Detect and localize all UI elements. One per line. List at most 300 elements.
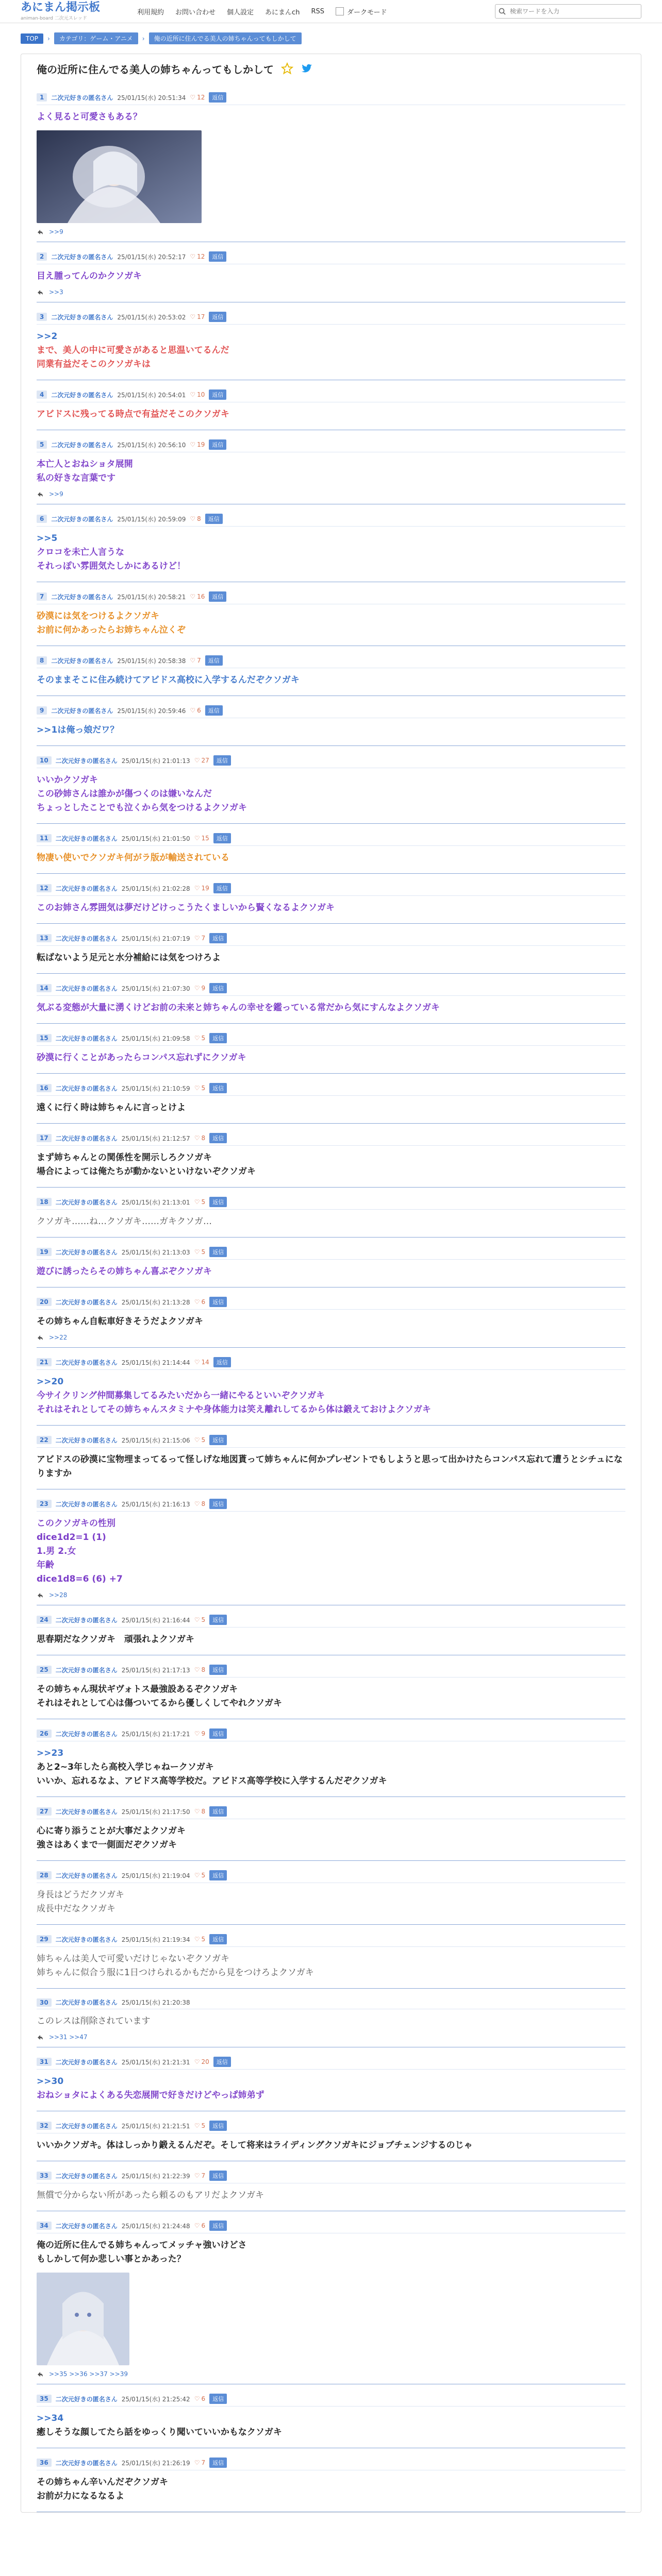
like-count-value: 6 [201, 1298, 206, 1306]
post-author: 二次元好きの匿名さん [51, 707, 113, 715]
heart-icon: ♡ [194, 1084, 200, 1092]
post [37, 2111, 625, 2161]
breadcrumb-separator: › [47, 35, 50, 42]
post-text-line: あと2~3年したら高校入学じゃねークソガキ [37, 1762, 214, 1772]
reply-button[interactable]: 返信 [209, 1728, 227, 1739]
like-count[interactable] [194, 1248, 205, 1256]
logo-title: あにまん掲示板 [21, 1, 101, 14]
post-date: 25/01/15(水) 21:12:57 [121, 1134, 190, 1142]
post-number[interactable]: 5 [37, 440, 47, 449]
breadcrumb [0, 23, 662, 44]
post [37, 1861, 625, 1925]
post-number[interactable]: 11 [37, 834, 52, 842]
post-text-line: 今サイクリング仲間募集してるみたいだから一緒にやるといいぞクソガキ [37, 1391, 325, 1401]
post [37, 874, 625, 924]
like-count[interactable] [194, 2122, 205, 2129]
reply-button[interactable]: 返信 [209, 1499, 227, 1509]
heart-icon: ♡ [194, 885, 200, 892]
post-author: 二次元好きの匿名さん [55, 885, 118, 892]
post-author: 二次元好きの匿名さん [55, 1500, 118, 1508]
reply-anchor-link[interactable]: >>30 [37, 2076, 64, 2087]
reply-button[interactable]: 返信 [209, 1615, 227, 1625]
reply-references [37, 2031, 625, 2042]
post-meta [37, 1243, 625, 1260]
reply-button[interactable]: 返信 [209, 1806, 227, 1817]
like-count-value: 17 [197, 313, 205, 320]
like-count[interactable] [190, 391, 205, 398]
post-date: 25/01/15(水) 21:19:04 [121, 1872, 190, 1879]
nav-terms[interactable]: 利用規約 [137, 8, 164, 16]
post-text-line: 私の好きな言葉です [37, 473, 115, 483]
reply-button[interactable]: 返信 [209, 933, 227, 943]
like-count[interactable] [194, 2172, 205, 2179]
post-body [37, 402, 625, 425]
post-text-line: よく見ると可愛さもある？ [37, 112, 142, 122]
reply-anchor-link[interactable]: >>5 [37, 533, 58, 544]
reply-button[interactable]: 返信 [209, 1033, 227, 1043]
post-meta [37, 1495, 625, 1512]
like-count[interactable] [190, 441, 205, 448]
post-body [37, 668, 625, 690]
post-author: 二次元好きの匿名さん [55, 1666, 118, 1674]
like-count[interactable] [194, 1084, 205, 1092]
post-number[interactable]: 6 [37, 515, 47, 523]
like-count[interactable] [190, 707, 201, 714]
heart-icon: ♡ [194, 1134, 200, 1142]
post-meta [37, 2053, 625, 2070]
post-meta [37, 1129, 625, 1146]
like-count-value: 8 [201, 1808, 206, 1815]
nav-animanch[interactable]: あにまんch [265, 8, 300, 16]
reply-button[interactable]: 返信 [209, 983, 227, 993]
post-number[interactable]: 24 [37, 1616, 52, 1624]
reply-button[interactable]: 返信 [213, 1357, 231, 1367]
reply-reference-links[interactable]: >>9 [49, 490, 63, 498]
like-count[interactable] [194, 1359, 209, 1366]
post-meta [37, 879, 625, 896]
like-count[interactable] [194, 885, 209, 892]
post [37, 1925, 625, 1989]
post-body [37, 1512, 625, 1589]
reply-button[interactable]: 返信 [209, 2221, 227, 2231]
post-author: 二次元好きの匿名さん [51, 391, 113, 399]
post-text-line: アビドスに残ってる時点で有益だそこのクソガキ [37, 409, 229, 419]
post-date: 25/01/15(水) 21:14:44 [121, 1359, 190, 1366]
post-body [37, 846, 625, 868]
post-text-line: いいかクソガキ [37, 775, 98, 785]
reply-button[interactable]: 返信 [209, 251, 226, 262]
search-icon[interactable] [499, 8, 506, 15]
post-number[interactable]: 31 [37, 2058, 52, 2066]
like-count-value: 5 [201, 1198, 206, 1206]
post-meta [37, 1029, 625, 1046]
reply-anchor-link[interactable]: >>20 [37, 1377, 64, 1387]
like-count[interactable] [194, 935, 205, 942]
post-number[interactable]: 22 [37, 1436, 52, 1444]
reply-reference-links[interactable]: >>28 [49, 1591, 68, 1599]
post [37, 2448, 625, 2512]
post-body [37, 1628, 625, 1650]
like-count-value: 5 [201, 1872, 206, 1879]
like-count[interactable] [194, 1808, 205, 1815]
post-author: 二次元好きの匿名さん [55, 2058, 118, 2066]
like-count[interactable] [194, 2459, 205, 2466]
post-text-line: いいか、忘れるなよ、アビドス高等学校だ。アビドス高等学校に入学するんだぞクソガキ [37, 1776, 387, 1786]
reply-button[interactable]: 返信 [209, 2121, 227, 2131]
post-number[interactable]: 10 [37, 756, 52, 765]
like-count[interactable] [194, 985, 205, 992]
post-author: 二次元好きの匿名さん [55, 1084, 118, 1092]
post-text-line: もしかして何か悲しい事とかあった？ [37, 2254, 186, 2264]
post-date: 25/01/15(水) 21:22:39 [121, 2172, 190, 2180]
twitter-share-icon[interactable] [301, 62, 313, 75]
post [37, 1719, 625, 1797]
nav-contact[interactable]: お問い合わせ [175, 8, 216, 16]
reply-button[interactable]: 返信 [209, 591, 226, 602]
reply-button[interactable]: 返信 [209, 1435, 227, 1445]
post-number[interactable]: 15 [37, 1034, 52, 1042]
reply-references [37, 226, 625, 236]
like-count-value: 9 [201, 985, 206, 992]
like-count[interactable] [194, 1936, 205, 1943]
post-date: 25/01/15(水) 21:20:38 [121, 1999, 190, 2006]
post-text-line: それはそれとしてその姉ちゃんスタミナや身体能力は笑え離れしてるから体は鍛えておけよクソガキ [37, 1404, 431, 1415]
thread-container [21, 54, 641, 2513]
reply-button[interactable]: 返信 [209, 1870, 227, 1880]
reply-anchor-link[interactable]: >>23 [37, 1748, 64, 1758]
reply-button[interactable]: 返信 [209, 2394, 227, 2404]
post-number[interactable]: 3 [37, 313, 47, 321]
post-text-line: 姉ちゃんに似合う服に1日つけられるかもだから見をつけろよクソガキ [37, 1968, 314, 1978]
like-count[interactable] [194, 1198, 205, 1206]
reply-button[interactable]: 返信 [209, 2171, 227, 2181]
reply-button[interactable]: 返信 [209, 1934, 227, 1944]
like-count[interactable] [190, 515, 201, 522]
like-count-value: 6 [201, 2395, 206, 2402]
site-logo[interactable] [21, 2, 124, 21]
post-number[interactable]: 1 [37, 93, 47, 101]
post-body [37, 946, 625, 968]
reply-button[interactable]: 返信 [209, 439, 226, 450]
post-image[interactable] [37, 2273, 129, 2365]
reply-button[interactable]: 返信 [209, 1665, 227, 1675]
post [37, 1124, 625, 1188]
post [37, 1238, 625, 1287]
post-body [37, 2070, 625, 2106]
dark-mode-checkbox[interactable] [336, 7, 344, 15]
like-count[interactable] [194, 1298, 205, 1306]
reply-button[interactable]: 返信 [209, 312, 226, 322]
post-body [37, 264, 625, 286]
post-number[interactable]: 12 [37, 884, 52, 892]
reply-anchor-link[interactable]: >>1は俺っ娘だワ？ [37, 725, 119, 735]
post-author: 二次元好きの匿名さん [55, 2172, 118, 2180]
post-number[interactable]: 26 [37, 1730, 52, 1738]
like-count-value: 5 [201, 1936, 206, 1943]
post-body [37, 1046, 625, 1068]
post-number[interactable]: 33 [37, 2172, 52, 2180]
post-text-line: クソガキ……ね…クソガキ……ガキクソガ… [37, 1216, 212, 1227]
reply-button[interactable]: 返信 [209, 92, 226, 103]
heart-icon: ♡ [190, 657, 196, 664]
like-count[interactable] [194, 2395, 205, 2402]
reply-button[interactable]: 返信 [213, 883, 231, 893]
nav-settings[interactable]: 個人設定 [227, 8, 254, 16]
post-body [37, 1947, 625, 1983]
post-text-line: 気ぶる変態が大量に湧くけどお前の未来と姉ちゃんの幸せを鑑っている常だから気にすんなよクソガキ [37, 1003, 440, 1013]
reply-reference-links[interactable]: >>9 [49, 228, 63, 235]
like-count-value: 7 [201, 935, 206, 942]
reply-references [37, 1589, 625, 1600]
like-count[interactable] [194, 835, 209, 842]
reply-button[interactable]: 返信 [205, 655, 223, 666]
like-count[interactable] [190, 593, 205, 600]
reply-button[interactable]: 返信 [209, 2458, 227, 2468]
heart-icon: ♡ [194, 2395, 200, 2402]
post-text-line: 成長中だなクソガキ [37, 1904, 115, 1914]
post-meta [37, 1866, 625, 1883]
breadcrumb-thread[interactable]: 俺の近所に住んでる美人の姉ちゃんってもしかして [149, 32, 302, 44]
post-body [37, 2470, 625, 2506]
like-count-value: 6 [201, 2222, 206, 2229]
favorite-star-icon[interactable] [281, 62, 293, 75]
like-count[interactable] [194, 1500, 205, 1507]
post-meta [37, 701, 625, 718]
post-date: 25/01/15(水) 20:56:10 [117, 441, 186, 449]
post-list [37, 83, 625, 2512]
post [37, 1655, 625, 1719]
heart-icon: ♡ [194, 835, 200, 842]
post-number[interactable]: 14 [37, 984, 52, 992]
post-number[interactable]: 20 [37, 1298, 52, 1306]
post-date: 25/01/15(水) 21:17:50 [121, 1808, 190, 1816]
heart-icon: ♡ [194, 2058, 200, 2065]
like-count[interactable] [194, 757, 209, 764]
heart-icon: ♡ [190, 313, 196, 320]
post-meta [37, 1079, 625, 1096]
reply-button[interactable]: 返信 [209, 1083, 227, 1093]
post-date: 25/01/15(水) 21:24:48 [121, 2222, 190, 2230]
like-count[interactable] [194, 1666, 205, 1673]
post-number[interactable]: 4 [37, 391, 47, 399]
reply-arrow-icon [37, 2033, 44, 2041]
post-author: 二次元好きの匿名さん [51, 515, 113, 523]
post-author: 二次元好きの匿名さん [55, 1198, 118, 1206]
reply-button[interactable]: 返信 [213, 833, 231, 843]
post-text-line: そのままそこに住み続けてアビドス高校に入学するんだぞクソガキ [37, 675, 300, 685]
post [37, 430, 625, 504]
reply-button[interactable]: 返信 [209, 389, 226, 400]
post-text-line: 年齢 [37, 1560, 54, 1570]
heart-icon: ♡ [194, 2459, 200, 2466]
post-number[interactable]: 23 [37, 1500, 52, 1508]
post-number[interactable]: 32 [37, 2122, 52, 2130]
heart-icon: ♡ [194, 1436, 200, 1444]
like-count[interactable] [194, 1134, 205, 1142]
post-date: 25/01/15(水) 20:52:17 [117, 253, 186, 261]
post-number[interactable]: 19 [37, 1248, 52, 1256]
like-count[interactable] [194, 1436, 205, 1444]
post-meta [37, 247, 625, 264]
post-meta [37, 385, 625, 402]
reply-anchor-link[interactable]: >>2 [37, 331, 58, 342]
post-number[interactable]: 16 [37, 1084, 52, 1092]
post-meta [37, 1724, 625, 1741]
post-number[interactable]: 13 [37, 934, 52, 942]
post-meta [37, 829, 625, 846]
post-date: 25/01/15(水) 21:26:19 [121, 2459, 190, 2467]
reply-button[interactable]: 返信 [209, 1197, 227, 1207]
post-number[interactable]: 36 [37, 2459, 52, 2467]
reply-arrow-icon [37, 1591, 44, 1599]
post-body [37, 604, 625, 640]
reply-references [37, 2368, 625, 2379]
like-count[interactable] [190, 313, 205, 320]
reply-references [37, 1332, 625, 1342]
post-date: 25/01/15(水) 21:13:01 [121, 1198, 190, 1206]
post-date: 25/01/15(水) 21:01:13 [121, 757, 190, 765]
post-number[interactable]: 35 [37, 2395, 52, 2403]
post-number[interactable]: 17 [37, 1134, 52, 1142]
post [37, 1797, 625, 1861]
post-meta [37, 1193, 625, 1210]
like-count-value: 8 [201, 1666, 206, 1673]
reply-reference-links[interactable]: >>31 >>47 [49, 2033, 88, 2041]
post-number[interactable]: 30 [37, 1998, 52, 2007]
post-author: 二次元好きの匿名さん [55, 1248, 118, 1256]
post-number[interactable]: 9 [37, 706, 47, 715]
post-meta [37, 1660, 625, 1677]
post [37, 696, 625, 746]
reply-anchor-link[interactable]: >>34 [37, 2413, 64, 2424]
post [37, 1188, 625, 1238]
reply-button[interactable]: 返信 [213, 2057, 231, 2067]
post-text-line: 俺の近所に住んでる姉ちゃんってメッチャ強いけどさ [37, 2240, 247, 2250]
post-meta [37, 510, 625, 527]
post-text-line: 目え腫ってんのかクソガキ [37, 271, 142, 281]
search-input[interactable] [509, 7, 638, 15]
post [37, 924, 625, 974]
post-text-line: まず姉ちゃんとの関係性を開示しろクソガキ [37, 1153, 212, 1163]
post-number[interactable]: 34 [37, 2222, 52, 2230]
post-meta [37, 929, 625, 946]
heart-icon: ♡ [194, 2222, 200, 2229]
post-body [37, 2183, 625, 2206]
post-body [37, 1741, 625, 1791]
reply-button[interactable]: 返信 [205, 705, 223, 716]
post-body [37, 2133, 625, 2156]
post-number[interactable]: 27 [37, 1807, 52, 1816]
reply-button[interactable]: 返信 [213, 755, 231, 766]
post-text-line: dice1d2=1 (1) [37, 1532, 106, 1543]
breadcrumb-category[interactable]: カテゴリ：ゲーム・アニメ [54, 32, 138, 44]
post-text-line: その姉ちゃん辛いんだぞクソガキ [37, 2477, 168, 2487]
breadcrumb-separator: › [142, 35, 145, 42]
post-number[interactable]: 18 [37, 1198, 52, 1206]
like-count[interactable] [194, 1035, 205, 1042]
breadcrumb-top[interactable]: TOP [21, 33, 43, 44]
post-date: 25/01/15(水) 20:58:21 [117, 593, 186, 601]
dark-mode-toggle[interactable] [336, 7, 387, 16]
post-number[interactable]: 25 [37, 1666, 52, 1674]
post-number[interactable]: 7 [37, 592, 47, 601]
post [37, 646, 625, 696]
post-author: 二次元好きの匿名さん [55, 935, 118, 942]
post-text-line: dice1d8=6 (6) +7 [37, 1574, 123, 1584]
post-date: 25/01/15(水) 20:51:34 [117, 94, 186, 101]
post-number[interactable]: 21 [37, 1358, 52, 1366]
like-count[interactable] [194, 2058, 209, 2065]
post-meta [37, 1802, 625, 1819]
heart-icon: ♡ [194, 1198, 200, 1206]
post-body [37, 1370, 625, 1420]
post-number[interactable]: 8 [37, 656, 47, 665]
like-count[interactable] [194, 1872, 205, 1879]
post [37, 83, 625, 242]
post-text-line: ちょっとしたことでも泣くから気をつけるよクソガキ [37, 803, 247, 813]
post-text-line: 癒しそうな顔してたら話をゆっくり聞いていいかもなクソガキ [37, 2427, 282, 2437]
post [37, 1989, 625, 2047]
post-author: 二次元好きの匿名さん [55, 1872, 118, 1879]
like-count[interactable] [194, 2222, 205, 2229]
post-number[interactable]: 2 [37, 252, 47, 261]
post-text-line: お前が力になるなるよ [37, 2491, 124, 2501]
post-body [37, 1448, 625, 1484]
post-meta [37, 1353, 625, 1370]
reply-button[interactable]: 返信 [209, 1247, 227, 1257]
reply-button[interactable]: 返信 [205, 514, 223, 524]
like-count[interactable] [190, 253, 205, 260]
post-author: 二次元好きの匿名さん [55, 1035, 118, 1042]
like-count[interactable] [190, 657, 201, 664]
post-meta [37, 1611, 625, 1628]
post-text-line: クロコを未亡人言うな [37, 547, 124, 557]
reply-button[interactable]: 返信 [209, 1133, 227, 1143]
post-text-line: その姉ちゃん自転車好きそうだよクソガキ [37, 1316, 203, 1327]
post-number[interactable]: 28 [37, 1871, 52, 1879]
nav-rss[interactable]: RSS [311, 7, 324, 15]
post [37, 1287, 625, 1348]
post-meta [37, 2166, 625, 2183]
heart-icon: ♡ [194, 1500, 200, 1507]
post-author: 二次元好きの匿名さん [51, 593, 113, 601]
reply-reference-links[interactable]: >>35 >>36 >>37 >>39 [49, 2370, 128, 2378]
reply-references [37, 286, 625, 297]
post-meta [37, 2216, 625, 2233]
post-text-line: おねショタによくある失恋展開で好きだけどやっぱ姉弟ず [37, 2090, 264, 2100]
post-author: 二次元好きの匿名さん [51, 253, 113, 261]
like-count[interactable] [190, 94, 205, 101]
post-date: 25/01/15(水) 21:21:31 [121, 2058, 190, 2066]
reply-reference-links[interactable]: >>3 [49, 289, 63, 296]
like-count-value: 7 [197, 657, 201, 664]
post-meta [37, 2116, 625, 2133]
like-count-value: 6 [197, 707, 201, 714]
reply-button[interactable]: 返信 [209, 1297, 227, 1307]
post-body [37, 1819, 625, 1855]
like-count-value: 15 [201, 835, 209, 842]
heart-icon: ♡ [190, 707, 196, 714]
like-count[interactable] [194, 1730, 205, 1737]
dark-mode-label: ダークモード [346, 8, 387, 16]
reply-reference-links[interactable]: >>22 [49, 1334, 68, 1341]
heart-icon: ♡ [190, 94, 196, 101]
post-author: 二次元好きの匿名さん [55, 1359, 118, 1366]
post-number[interactable]: 29 [37, 1935, 52, 1943]
post-image[interactable] [37, 130, 202, 223]
post-body [37, 768, 625, 818]
like-count[interactable] [194, 1616, 205, 1623]
